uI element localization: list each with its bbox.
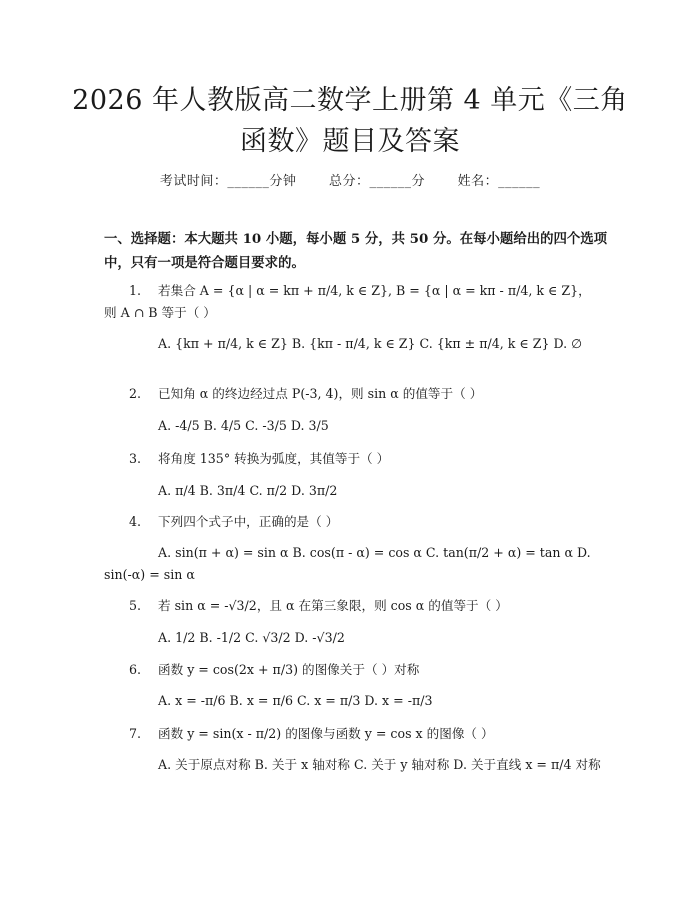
section-heading: 一、选择题：本大题共 10 小题，每小题 5 分，共 50 分。在每小题给出的四个选项中，只有一项是符合题目要求的。 bbox=[104, 231, 608, 271]
question-5-options: A. 1/2 B. -1/2 C. √3/2 D. -√3/2 bbox=[158, 630, 345, 645]
question-4 bbox=[104, 511, 602, 533]
question-2 bbox=[104, 383, 602, 405]
question-stem: 函数 y = cos(2x + π/3) 的图像关于（ ）对称 bbox=[158, 662, 420, 677]
question-number: 4. bbox=[129, 514, 142, 529]
question-7 bbox=[104, 723, 602, 745]
question-stem: 若集合 A = {α | α = kπ + π/4, k ∈ Z}, B = {α | α = kπ - π/4, k ∈ Z}，则 A ∩ B 等于（ ） bbox=[104, 283, 591, 320]
question-number: 3. bbox=[129, 451, 142, 466]
document-title bbox=[60, 80, 640, 162]
question-1 bbox=[104, 280, 602, 324]
question-number: 5. bbox=[129, 598, 142, 613]
question-number: 1. bbox=[129, 283, 142, 298]
question-1-options: A. {kπ + π/4, k ∈ Z} B. {kπ - π/4, k ∈ Z} C. {kπ ± π/4, k ∈ Z} D. ∅ bbox=[158, 336, 583, 351]
question-number: 7. bbox=[129, 726, 142, 741]
question-3 bbox=[104, 448, 602, 470]
exam-time: 考试时间：______分钟 bbox=[159, 174, 297, 189]
question-7-options: A. 关于原点对称 B. 关于 x 轴对称 C. 关于 y 轴对称 D. 关于直线 x = π/4 对称 bbox=[158, 757, 601, 772]
question-6-options: A. x = -π/6 B. x = π/6 C. x = π/3 D. x = -π/3 bbox=[158, 693, 433, 708]
question-number: 6. bbox=[129, 662, 142, 677]
question-stem: 已知角 α 的终边经过点 P(-3, 4)，则 sin α 的值等于（ ） bbox=[158, 386, 483, 401]
exam-meta bbox=[0, 170, 700, 189]
question-stem: 函数 y = sin(x - π/2) 的图像与函数 y = cos x 的图像（ ） bbox=[158, 726, 494, 741]
title-line-2: 函数》题目及答案 bbox=[240, 126, 460, 157]
question-5 bbox=[104, 595, 602, 617]
question-stem: 将角度 135° 转换为弧度，其值等于（ ） bbox=[158, 451, 390, 466]
student-name: 姓名：______ bbox=[457, 174, 541, 189]
total-score: 总分：______分 bbox=[328, 174, 425, 189]
title-line-1: 2026 年人教版高二数学上册第 4 单元《三角 bbox=[72, 85, 628, 116]
question-number: 2. bbox=[129, 386, 142, 401]
question-4-options: A. sin(π + α) = sin α B. cos(π - α) = cos α C. tan(π/2 + α) = tan α D. sin(-α) = sin α bbox=[104, 545, 591, 582]
question-2-options: A. -4/5 B. 4/5 C. -3/5 D. 3/5 bbox=[158, 418, 329, 433]
question-stem: 下列四个式子中，正确的是（ ） bbox=[158, 514, 339, 529]
question-3-options: A. π/4 B. 3π/4 C. π/2 D. 3π/2 bbox=[158, 483, 338, 498]
question-stem: 若 sin α = -√3/2，且 α 在第三象限，则 cos α 的值等于（ ） bbox=[158, 598, 508, 613]
question-6 bbox=[104, 659, 602, 681]
